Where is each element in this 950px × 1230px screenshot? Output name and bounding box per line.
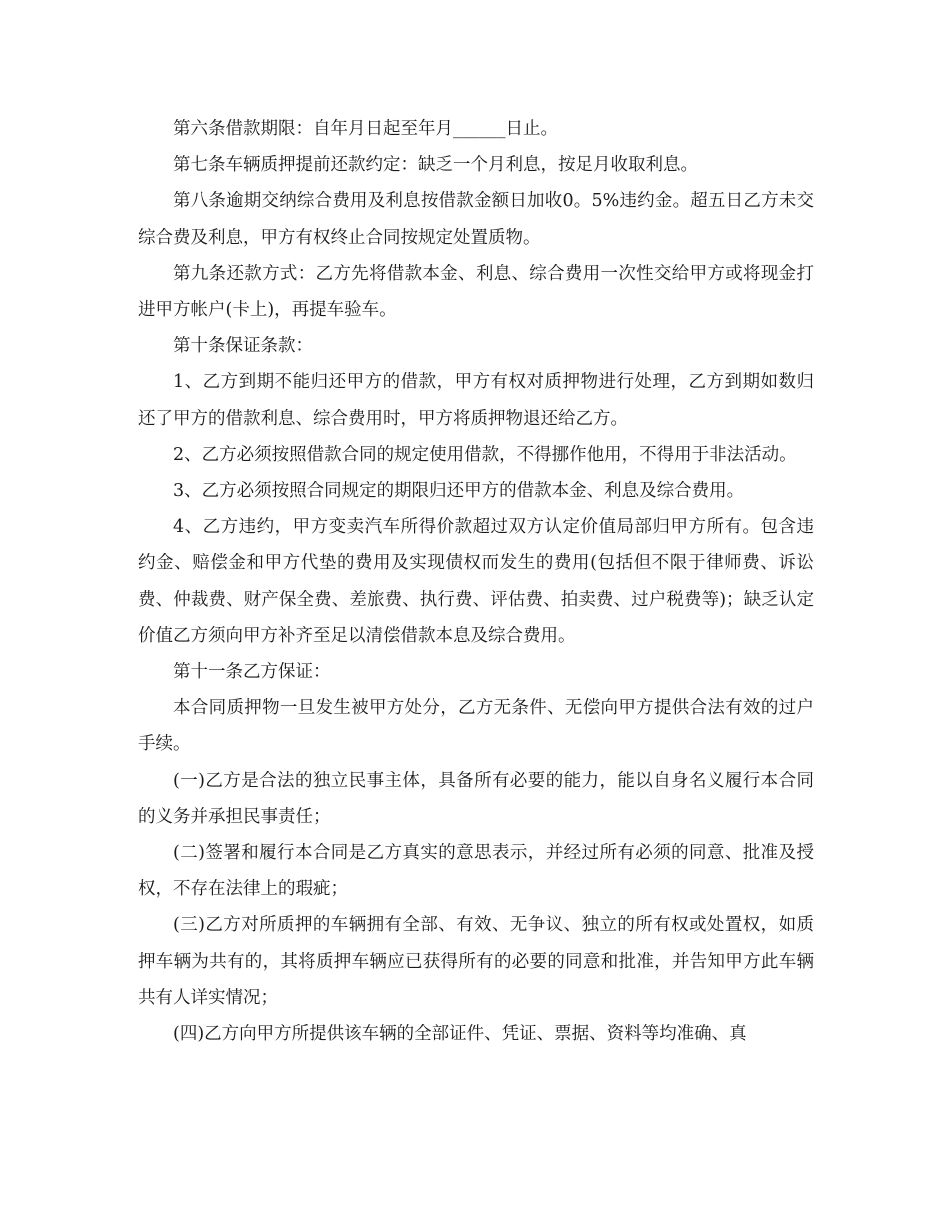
document-page [138,111,814,1052]
article-10-heading: 第十条保证条款： [173,336,313,357]
warranty-item-3: (三)乙方对所质押的车辆拥有全部、有效、无争议、独立的所有权或处置权，如质押车辆为共有的，其将质押车辆应已获得所有的必要的同意和批准，并告知甲方此车辆共有人详实情况； [138,915,814,1008]
article-8-overdue-penalty: 第八条逾期交纳综合费用及利息按借款金额日加收0。5%违约金。超五日乙方未交综合费及利息，甲方有权终止合同按规定处置质物。 [138,191,814,248]
article-11-heading: 第十一条乙方保证： [173,662,331,683]
guarantee-clause-2: 2、乙方必须按照借款合同的规定使用借款，不得挪作他用，不得用于非法活动。 [173,444,797,465]
article-6-loan-term: 第六条借款期限：自年月日起至年月______日止。 [173,119,558,139]
warranty-item-2: (二)签署和履行本合同是乙方真实的意思表示，并经过所有必须的同意、批准及授权，不存在法律上的瑕疵； [138,843,814,900]
article-11-intro: 本合同质押物一旦发生被甲方处分，乙方无条件、无偿向甲方提供合法有效的过户手续。 [138,698,814,755]
guarantee-clause-1: 1、乙方到期不能归还甲方的借款，甲方有权对质押物进行处理，乙方到期如数归还了甲方的借款利息、综合费用时，甲方将质押物退还给乙方。 [138,372,814,429]
warranty-item-4: (四)乙方向甲方所提供该车辆的全部证件、凭证、票据、资料等均准确、真 [173,1024,747,1045]
guarantee-clause-3: 3、乙方必须按照合同规定的期限归还甲方的借款本金、利息及综合费用。 [173,481,745,502]
warranty-item-1: (一)乙方是合法的独立民事主体，具备所有必要的能力，能以自身名义履行本合同的义务并承担民事责任； [138,770,814,827]
article-9-repayment-method: 第九条还款方式：乙方先将借款本金、利息、综合费用一次性交给甲方或将现金打进甲方帐户(卡上)，再提车验车。 [138,263,814,321]
guarantee-clause-4: 4、乙方违约，甲方变卖汽车所得价款超过双方认定价值局部归甲方所有。包含违约金、赔偿金和甲方代垫的费用及实现债权而发生的费用(包括但不限于律师费、诉讼费、仲裁费、财产保全费、差旅费、执行费、评估费、拍卖费、过户税费等)；缺乏认定价值乙方须向甲方补齐至足以清偿借款本息及综合费用。 [138,517,814,646]
article-7-early-repayment: 第七条车辆质押提前还款约定：缺乏一个月利息，按足月收取利息。 [173,155,698,176]
